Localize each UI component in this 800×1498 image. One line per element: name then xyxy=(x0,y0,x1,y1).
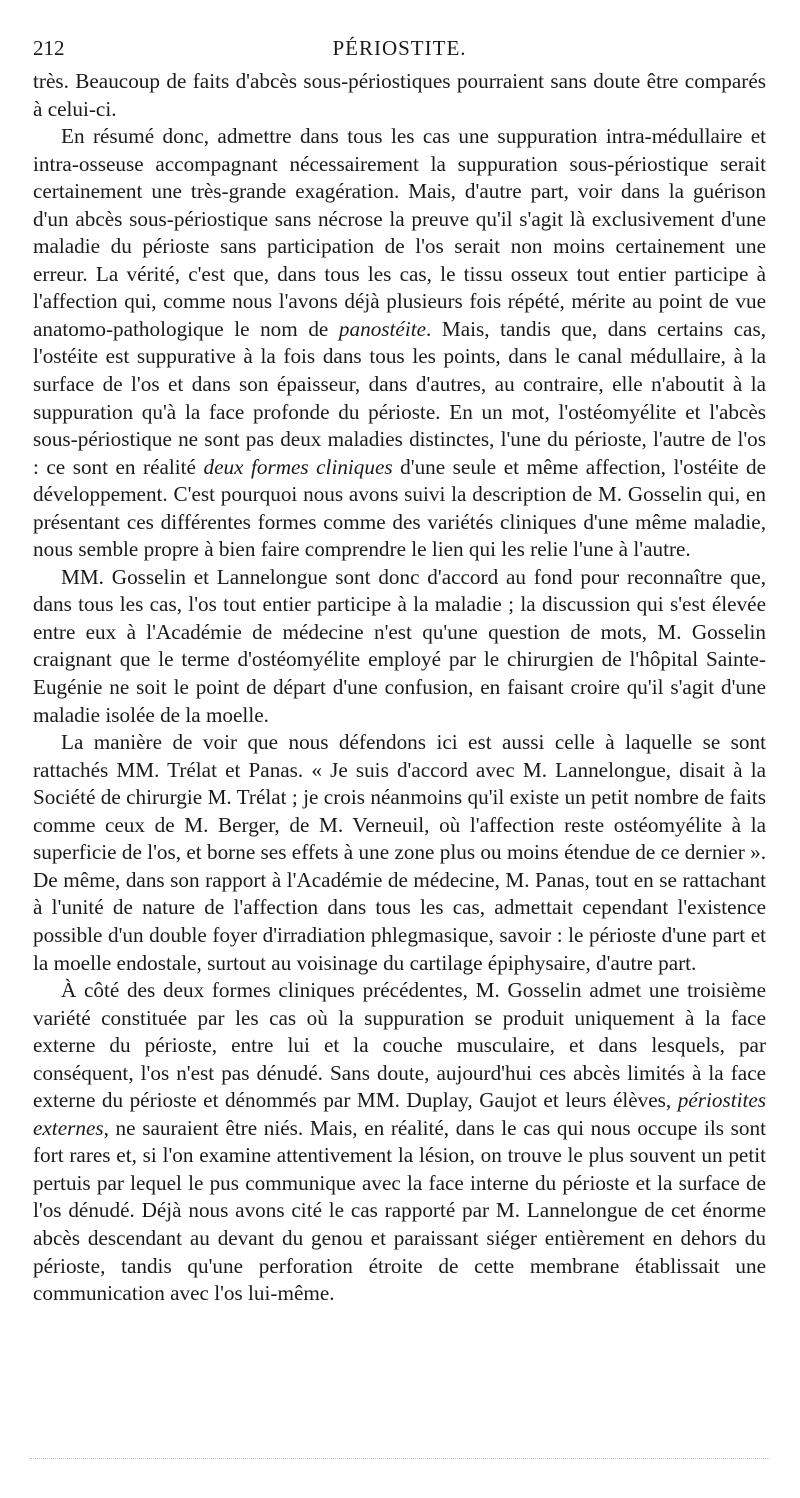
body-text xyxy=(33,68,766,1308)
text-run: À côté des deux formes cliniques précédentes, M. Gosselin admet une troisième variété constituée par les cas où la suppuration se produit uniquement à la face externe du périoste, entre lui et la couche musculaire, et dans lesquels, par conséquent, l'os n'est pas dénudé. Sans doute, aujourd'hui ces abcès limités à la face externe du périoste et dénommés par MM. Duplay, Gaujot et leurs élèves, xyxy=(33,978,766,1113)
italic-text: deux formes cliniques xyxy=(203,454,393,479)
text-run: d'une seule et même affection, l'ostéite de développement. C'est pourquoi nous avons suivi la description de M. Gosselin qui, en présentant ces différentes formes comme des variétés cliniques d'une même maladie, nous semble propre à bien faire comprendre le lien qui les relie l'une à l'autre. xyxy=(33,454,766,562)
italic-text: panostéite xyxy=(338,316,426,341)
text-run: , ne sauraient être niés. Mais, en réalité, dans le cas qui nous occupe ils sont fort rares et, si l'on examine attentivement la lésion, on trouve le plus souvent un petit pertuis par lequel le pus communique avec la face interne du périoste et la surface de l'os dénudé. Déjà nous avons cité le cas rapporté par M. Lannelongue de cet énorme abcès descendant au devant du genou et paraissant siéger entièrement en dehors du périoste, tandis qu'une perforation étroite de cette membrane établissait une communication avec l'os lui-même. xyxy=(33,1115,766,1306)
text-run: En résumé donc, admettre dans tous les cas une suppuration intra-médullaire et intra-osseuse accompagnant nécessairement la suppuration sous-périostique serait certainement une très-grande exagération. Mais, d'autre part, voir dans la guérison d'un abcès sous-périostique sans nécrose la preuve qu'il s'agit là exclusivement d'une maladie du périoste sans participation de l'os serait non moins certainement une erreur. La vérité, c'est que, dans tous les cas, le tissu osseux tout entier participe à l'affection qui, comme nous l'avons déjà plusieurs fois répété, mérite au point de vue anatomo-pathologique le nom de xyxy=(33,124,766,341)
paragraph xyxy=(33,68,766,123)
paragraph xyxy=(33,123,766,564)
text-run: MM. Gosselin et Lannelongue sont donc d'accord au fond pour reconnaître que, dans tous les cas, l'os tout entier participe à la maladie ; la discussion qui s'est élevée entre eux à l'Académie de médecine n'est qu'une question de mots, M. Gosselin craignant que le terme d'ostéomyélite employé par le chirurgien de l'hôpital Sainte-Eugénie ne soit le point de départ d'une confusion, en faisant croire qu'il s'agit d'une maladie isolée de la moelle. xyxy=(33,564,766,727)
paragraph xyxy=(33,729,766,977)
italic-text: périostites externes xyxy=(33,1088,766,1140)
text-run: . Mais, tandis que, dans certains cas, l'ostéite est suppurative à la fois dans tous les points, dans le canal médullaire, à la surface de l'os et dans son épaisseur, dans d'autres, au contraire, elle n'aboutit à la suppuration qu'à la face profonde du périoste. En un mot, l'ostéomyélite et l'abcès sous-périostique ne sont pas deux maladies distinctes, l'une du périoste, l'autre de l'os : ce sont en réalité xyxy=(33,316,766,479)
footer-rule xyxy=(30,1458,770,1465)
text-run: très. Beaucoup de faits d'abcès sous-périostiques pourraient sans doute être comparés à celui-ci. xyxy=(33,69,766,121)
paragraph xyxy=(33,564,766,729)
running-title: PÉRIOSTITE. xyxy=(332,36,467,60)
running-head xyxy=(33,28,766,68)
page-number: 212 xyxy=(33,36,65,60)
paragraph xyxy=(33,977,766,1308)
text-run: La manière de voir que nous défendons ici est aussi celle à laquelle se sont rattachés MM. Trélat et Panas. « Je suis d'accord avec M. Lannelongue, disait à la Société de chirurgie M. Trélat ; je crois néanmoins qu'il existe un petit nombre de faits comme ceux de M. Berger, de M. Verneuil, où l'affection reste ostéomyélite à la superficie de l'os, et borne ses effets à une zone plus ou moins étendue de ce dernier ». De même, dans son rapport à l'Académie de médecine, M. Panas, tout en se rattachant à l'unité de nature de l'affection dans tous les cas, admettait cependant l'existence possible d'un double foyer d'irradiation phlegmasique, savoir : le périoste d'une part et la moelle endostale, surtout au voisinage du cartilage épiphysaire, d'autre part. xyxy=(33,730,766,975)
